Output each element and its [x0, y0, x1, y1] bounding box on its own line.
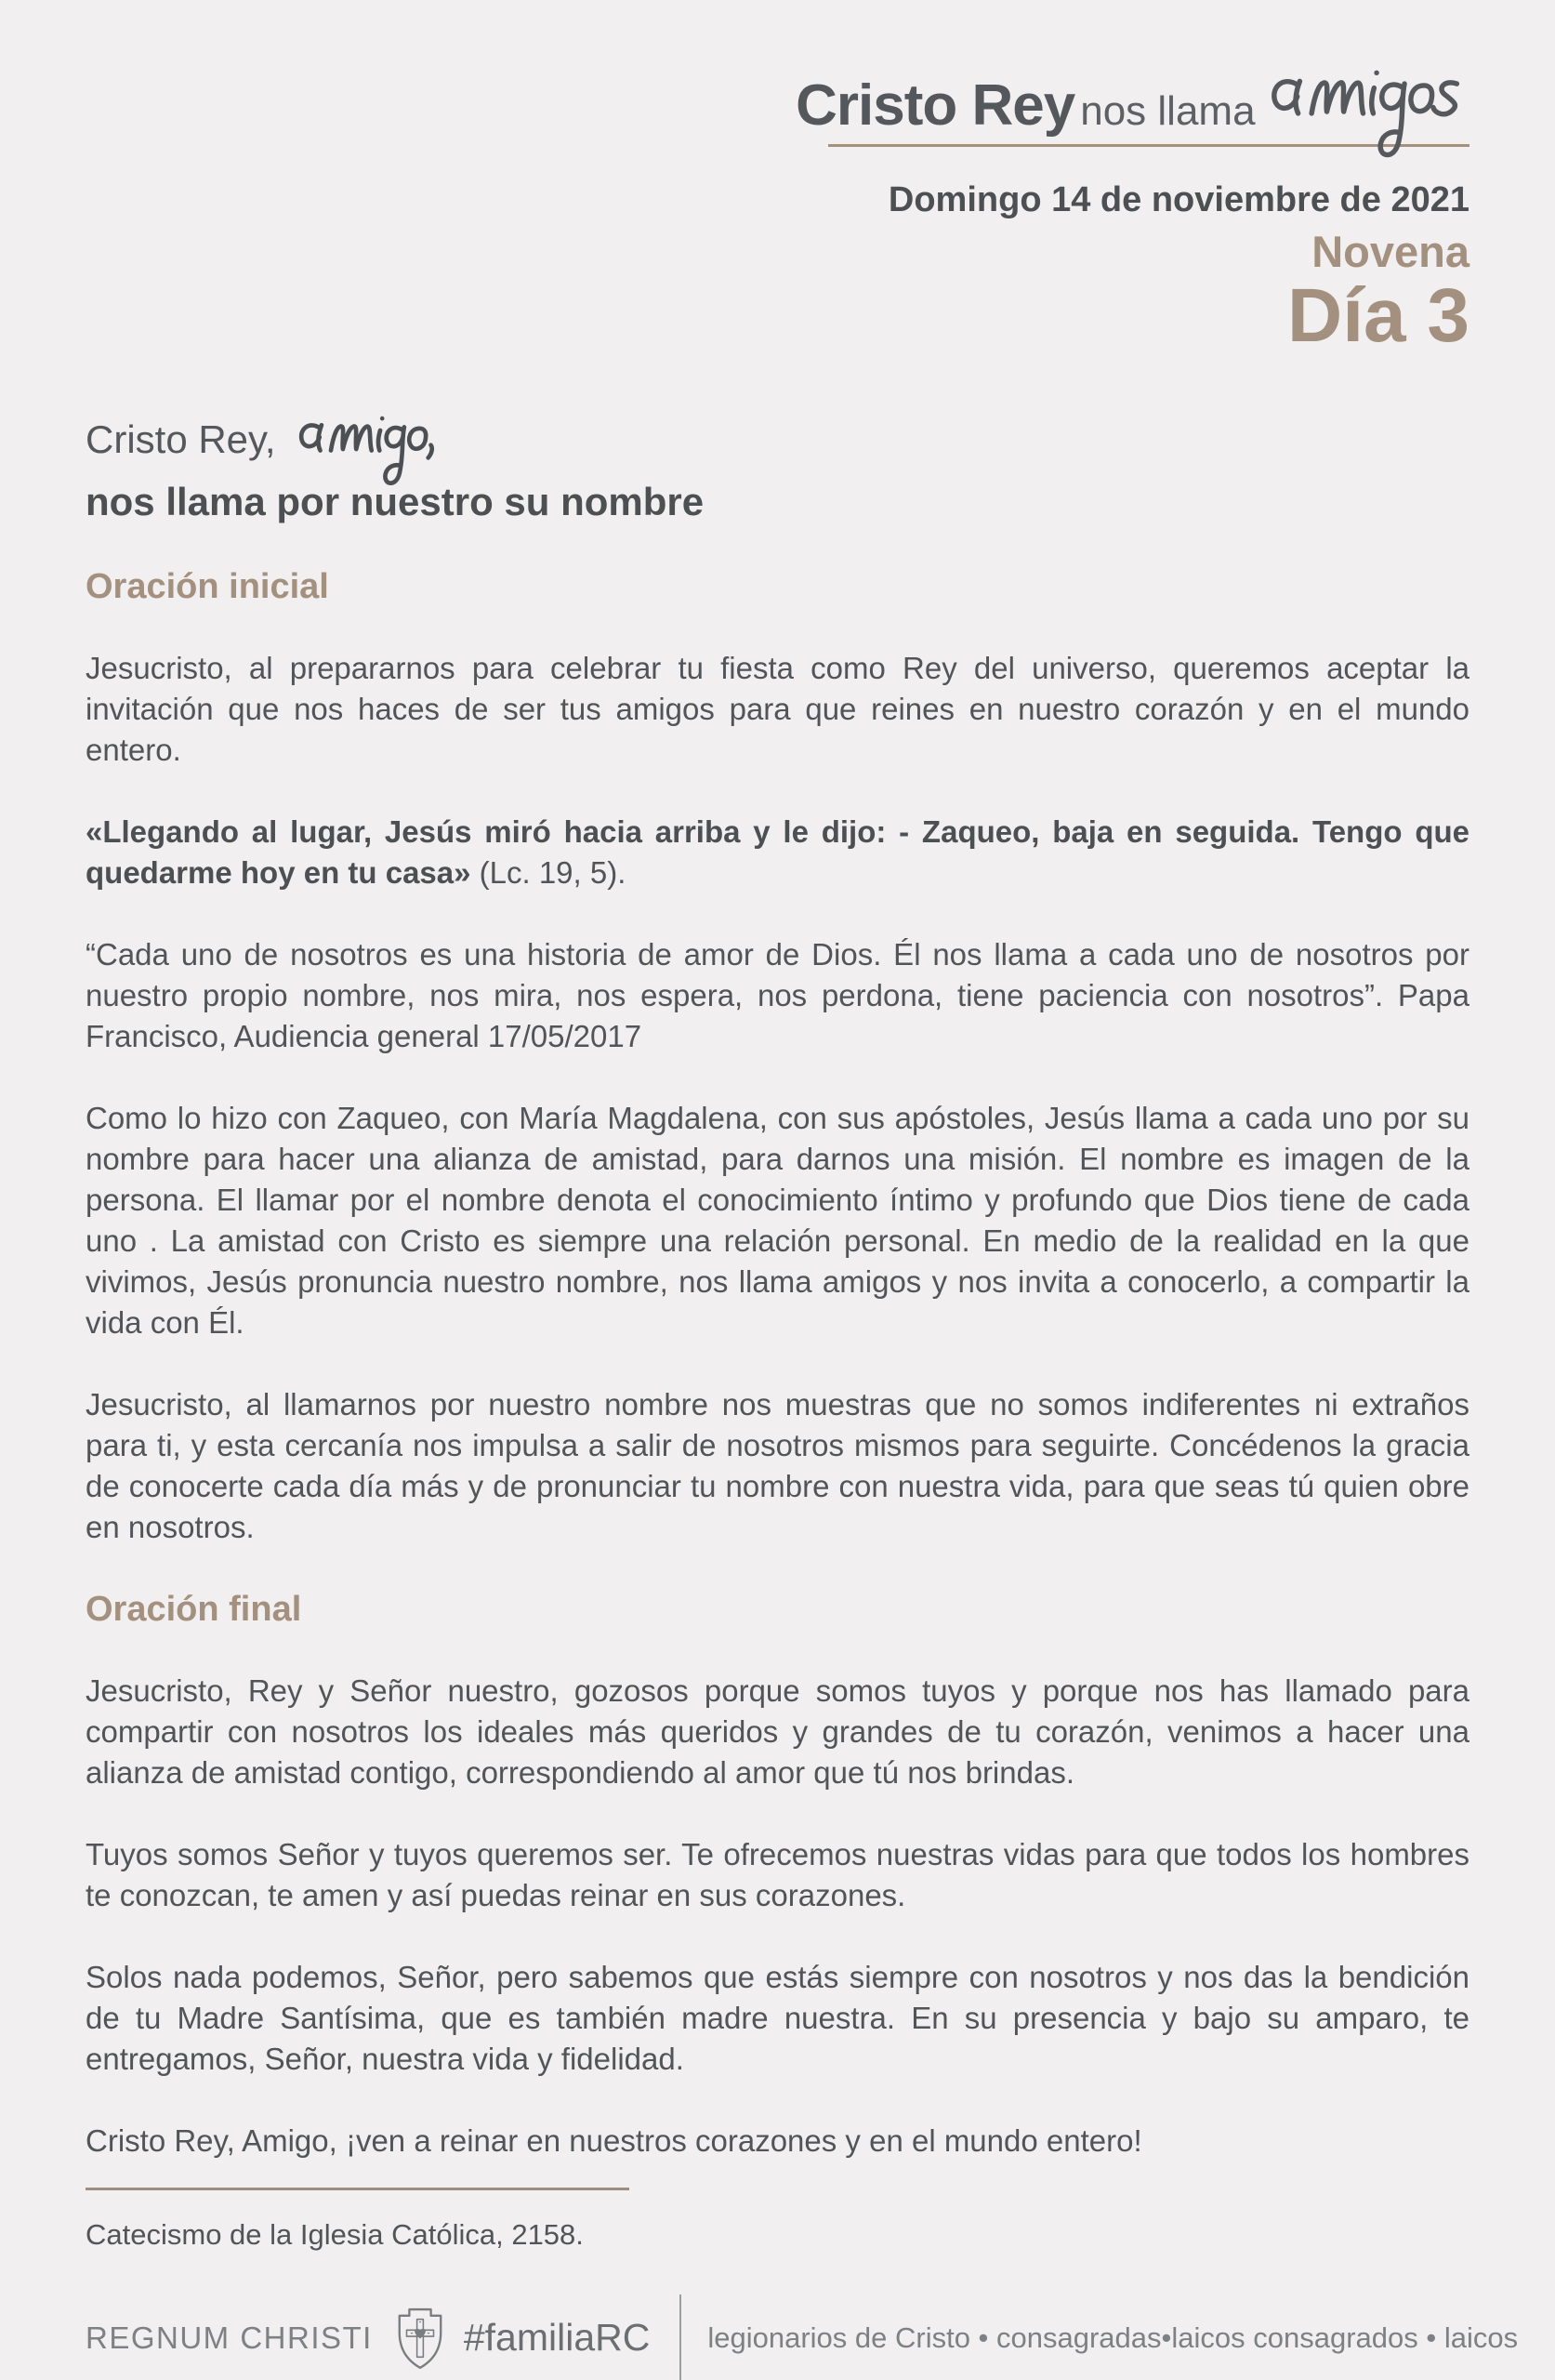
- section-heading-final-prayer: Oración final: [86, 1590, 302, 1630]
- footer-divider: [679, 2294, 681, 2380]
- amigos-script-wordmark: [1267, 54, 1469, 134]
- brand-title: Cristo Rey: [796, 73, 1075, 138]
- paragraph-closing-invocation: Cristo Rey, Amigo, ¡ven a reinar en nuestros corazones y en el mundo entero!: [86, 2122, 1142, 2158]
- paragraph-8: Solos nada podemos, Señor, pero sabemos que estás siempre con nosotros y nos das la bendición de tu Madre Santísima, que es también madre nuestra. En su presencia y bajo su amparo, te entregamos, Señor, nuestra vida y fidelidad.: [86, 1959, 1469, 2076]
- masthead: [0, 0, 1555, 359]
- paragraph-1: Jesucristo, al prepararnos para celebrar tu fiesta como Rey del universo, queremos aceptar la invitación que nos haces de ser tus amigos para que reines en nuestro corazón y en el mundo entero.: [86, 651, 1469, 768]
- paragraph-7: Tuyos somos Señor y tuyos queremos ser. Te ofrecemos nuestras vidas para que todos los hombres te conozcan, te amen y así puedas reinar en sus corazones.: [86, 1836, 1469, 1912]
- title-line-1-text: Cristo Rey,: [86, 417, 276, 462]
- masthead-rule: [828, 144, 1469, 147]
- footer-tagline: legionarios de Cristo • consagradas•laicos consagrados • laicos: [707, 2320, 1519, 2354]
- paragraph-pope-quote: “Cada uno de nosotros es una historia de amor de Dios. Él nos llama a cada uno de nosotros por nuestro propio nombre, nos mira, nos espera, nos perdona, tiene paciencia con nosotros”. Papa Francisco, Audiencia general 17/05/2017: [86, 937, 1469, 1054]
- day-label: Día 3: [1287, 273, 1469, 359]
- document-title: [0, 354, 1555, 525]
- paragraph-scripture-quote: [86, 812, 1469, 893]
- scripture-quote-reference: (Lc. 19, 5).: [470, 855, 626, 891]
- brand-subtitle: nos llama: [1080, 88, 1256, 134]
- brand-wordmark: [86, 54, 1469, 138]
- footnote-citation: Catecismo de la Iglesia Católica, 2158.: [86, 2217, 584, 2251]
- footnote-rule: [86, 2188, 629, 2190]
- paragraph-4: Como lo hizo con Zaqueo, con María Magdalena, con sus apóstoles, Jesús llama a cada uno por su nombre para hacer una alianza de amistad, para darnos una misión. El nombre es imagen de la persona. El llamar por el nombre denota el conocimiento íntimo y profundo que Dios tiene de cada uno . La amistad con Cristo es siempre una relación personal. En medio de la realidad en la que vivimos, Jesús pronuncia nuestro nombre, nos llama amigos y nos invita a conocerlo, a compartir la vida con Él.: [86, 1101, 1469, 1341]
- footer-hashtag: #familiaRC: [463, 2316, 651, 2360]
- title-line-2: nos llama por nuestro su nombre: [86, 480, 705, 524]
- paragraph-5: Jesucristo, al llamarnos por nuestro nombre nos muestras que no somos indiferentes ni extraños para ti, y esta cercanía nos impulsa a salir de nosotros mismos para seguirte. Concédenos la gracia de conocerte cada día más y de pronunciar tu nombre con nuestra vida, para que seas tú quien obre en nosotros.: [86, 1387, 1469, 1545]
- section-heading-initial-prayer: Oración inicial: [86, 567, 329, 607]
- regnum-christi-shield-icon: [393, 2306, 447, 2371]
- date-line: Domingo 14 de noviembre de 2021: [888, 180, 1469, 219]
- footer: [0, 2294, 1555, 2380]
- document-body: [0, 566, 1555, 2251]
- title-line-1: [86, 403, 1469, 468]
- amigo-script-word: [296, 403, 437, 468]
- paragraph-6: Jesucristo, Rey y Señor nuestro, gozosos porque somos tuyos y porque nos has llamado para compartir con nosotros los ideales más queridos y grandes de tu corazón, venimos a hacer una alianza de amistad contigo, correspondiendo al amor que tú nos brindas.: [86, 1673, 1469, 1790]
- scripture-quote-text: «Llegando al lugar, Jesús miró hacia arriba y le dijo: - Zaqueo, baja en seguida. Tengo que quedarme hoy en tu casa»: [86, 814, 1469, 891]
- footer-brand-name: REGNUM CHRISTI: [86, 2320, 373, 2355]
- novena-label: Novena: [1311, 226, 1469, 276]
